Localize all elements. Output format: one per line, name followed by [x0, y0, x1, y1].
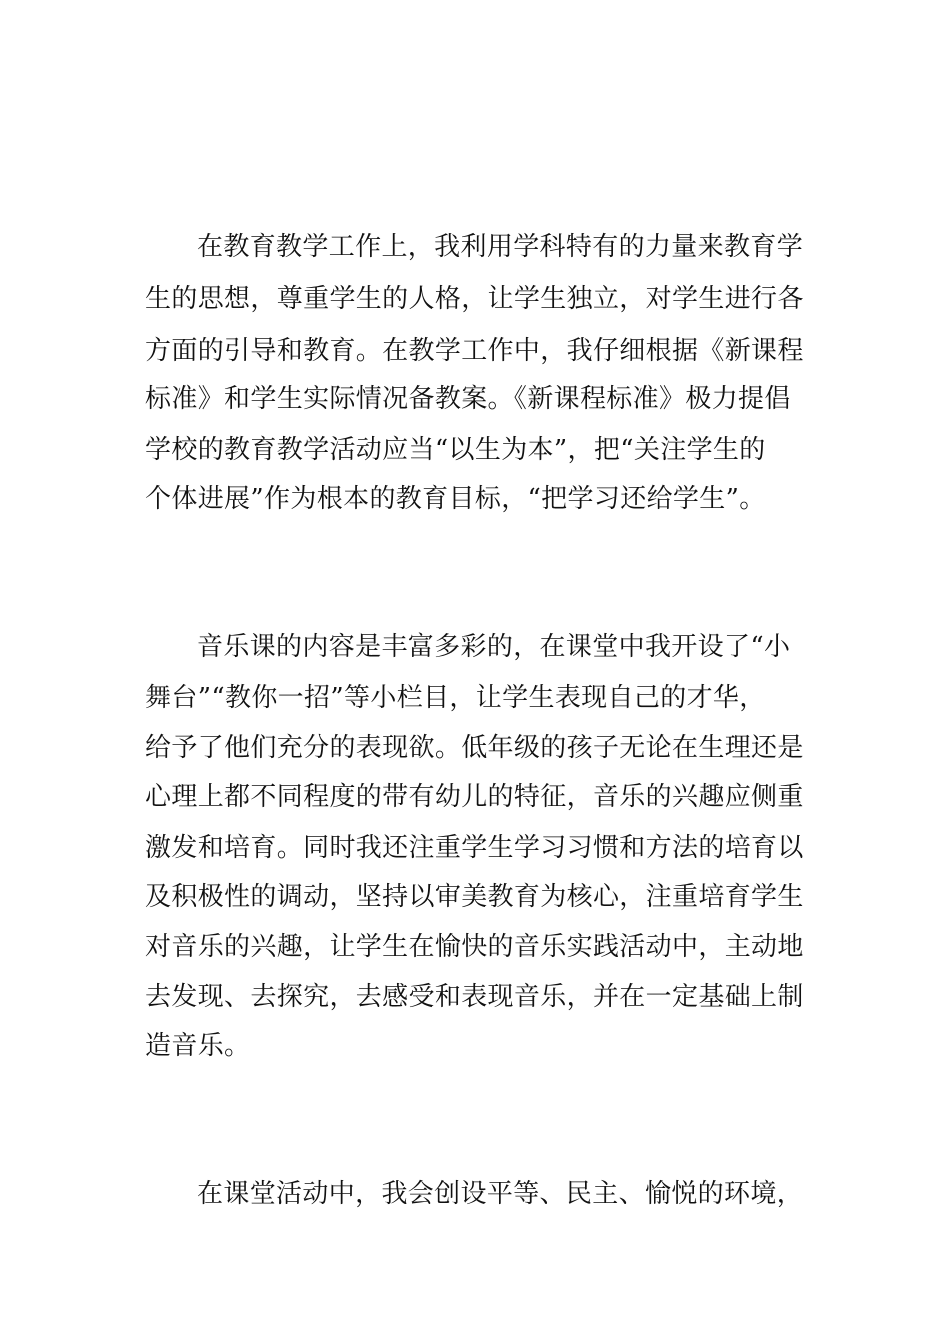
paragraph-line: 在课堂活动中，我会创设平等、民主、愉悦的环境， — [197, 1179, 804, 1209]
paragraph-line: 学校的教育教学活动应当“以生为本”，把“关注学生的 — [145, 435, 766, 465]
paragraph-line: 在教育教学工作上，我利用学科特有的力量来教育学 — [197, 232, 804, 262]
paragraph-line: 造音乐。 — [145, 1031, 251, 1061]
paragraph-line: 对音乐的兴趣，让学生在愉快的音乐实践活动中，主动地 — [145, 932, 804, 962]
paragraph-line: 去发现、去探究，去感受和表现音乐，并在一定基础上制 — [145, 982, 804, 1012]
paragraph-line: 方面的引导和教育。在教学工作中，我仔细根据《新课程 — [145, 336, 804, 366]
paragraph-line: 激发和培育。同时我还注重学生学习习惯和方法的培育以 — [145, 833, 804, 863]
paragraph-line: 标准》和学生实际情况备教案。《新课程标准》极力提倡 — [145, 384, 791, 414]
paragraph-line: 个体进展”作为根本的教育目标，“把学习还给学生”。 — [145, 484, 766, 514]
paragraph-line: 音乐课的内容是丰富多彩的，在课堂中我开设了“小 — [197, 632, 791, 662]
paragraph-line: 心理上都不同程度的带有幼儿的特征，音乐的兴趣应侧重 — [145, 782, 804, 812]
paragraph-line: 给予了他们充分的表现欲。低年级的孩子无论在生理还是 — [145, 733, 804, 763]
paragraph-line: 舞台”“教你一招”等小栏目，让学生表现自己的才华， — [145, 683, 766, 713]
paragraph-line: 及积极性的调动，坚持以审美教育为核心，注重培育学生 — [145, 882, 804, 912]
paragraph-line: 生的思想，尊重学生的人格，让学生独立，对学生进行各 — [145, 284, 804, 314]
